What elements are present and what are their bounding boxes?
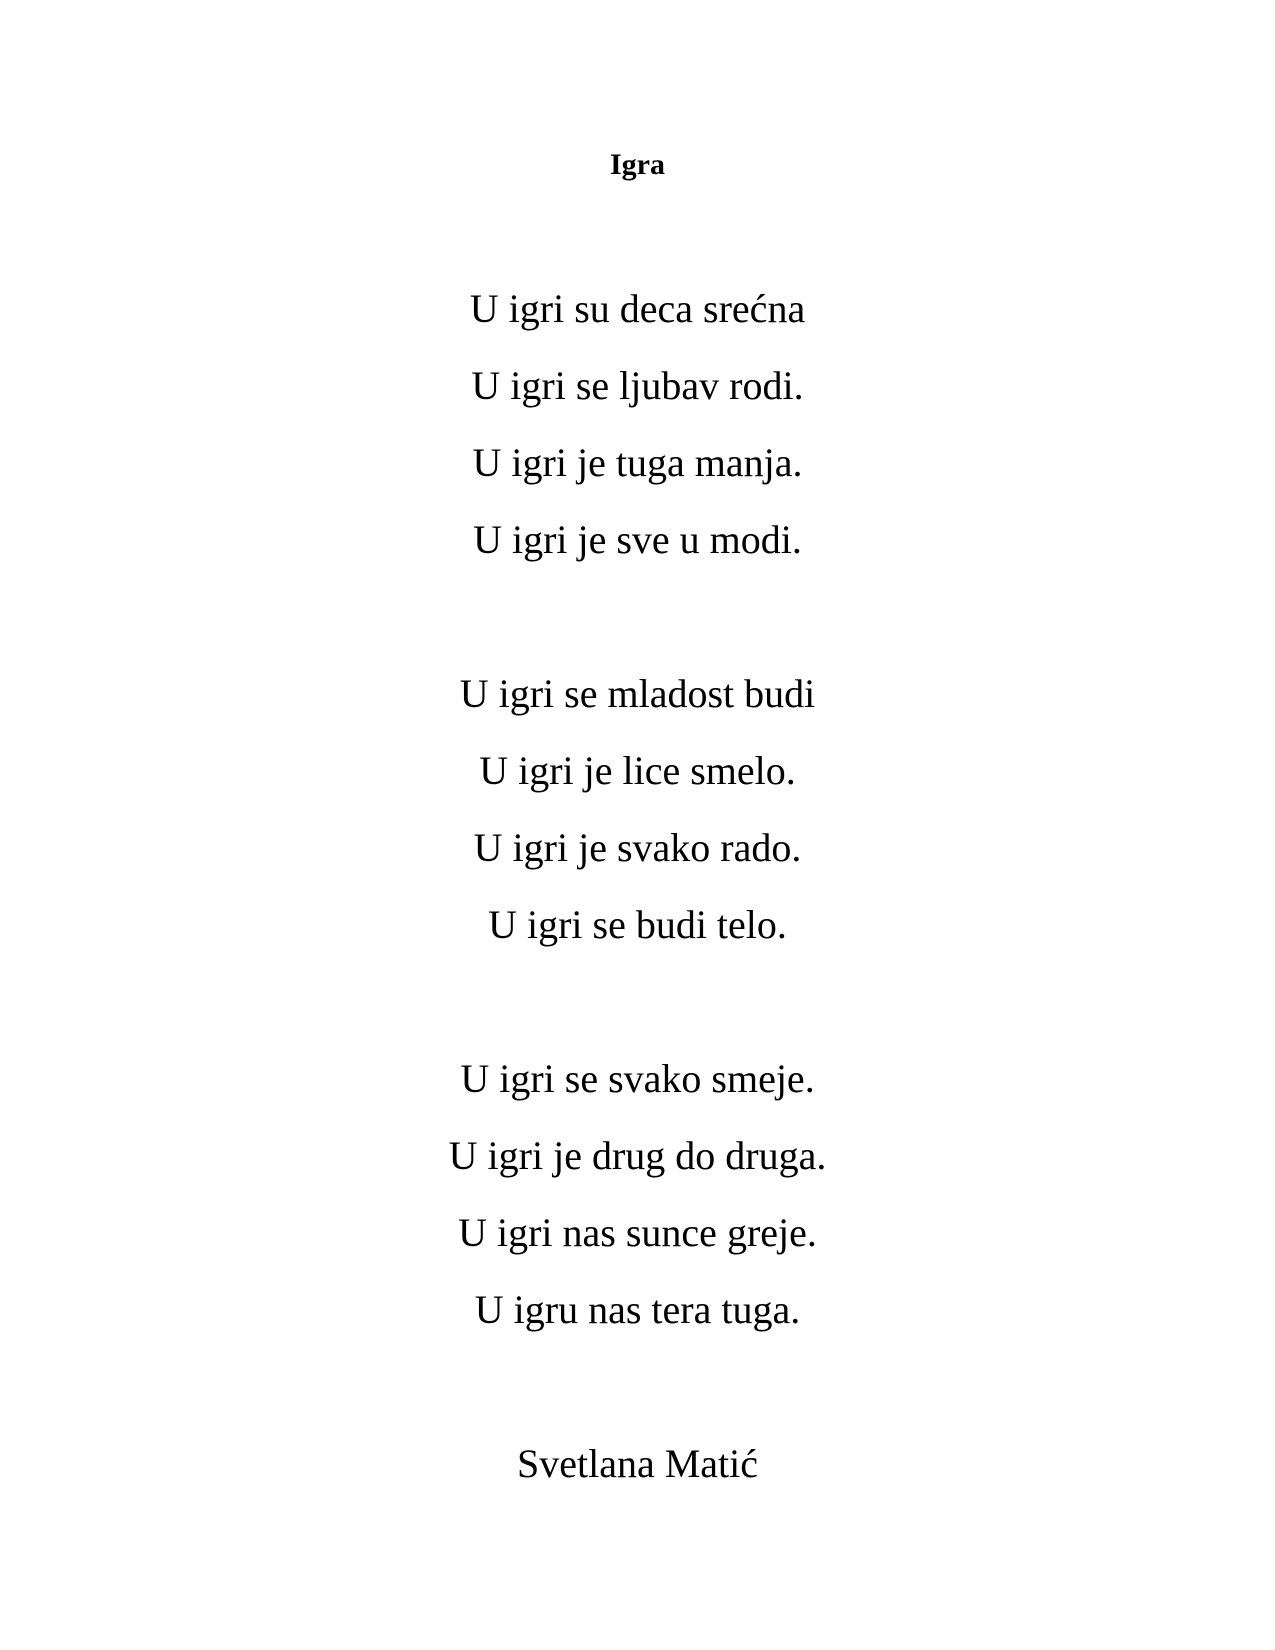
- stanza-1: [0, 270, 1275, 578]
- poem-line: U igru nas tera tuga.: [474, 1287, 801, 1332]
- poem-line: U igri je tuga manja.: [472, 440, 803, 485]
- poem-line: U igri se svako smeje.: [460, 1056, 815, 1101]
- poem-line: U igri je svako rado.: [473, 825, 802, 870]
- poem-author: Svetlana Matić: [516, 1441, 759, 1486]
- poem-line: U igri je sve u modi.: [473, 517, 802, 562]
- poem-line: U igri su deca srećna: [469, 286, 806, 331]
- poem-line: U igri je lice smelo.: [479, 748, 796, 793]
- poem-line: U igri se ljubav rodi.: [471, 363, 804, 408]
- poem-line: U igri nas sunce greje.: [458, 1210, 817, 1255]
- stanza-2: [0, 655, 1275, 963]
- poem-line: U igri je drug do druga.: [448, 1133, 827, 1178]
- poem-line: U igri se mladost budi: [459, 671, 816, 716]
- poem-title: Igra: [610, 148, 665, 181]
- poem-line: U igri se budi telo.: [488, 902, 787, 947]
- stanza-3: [0, 1040, 1275, 1348]
